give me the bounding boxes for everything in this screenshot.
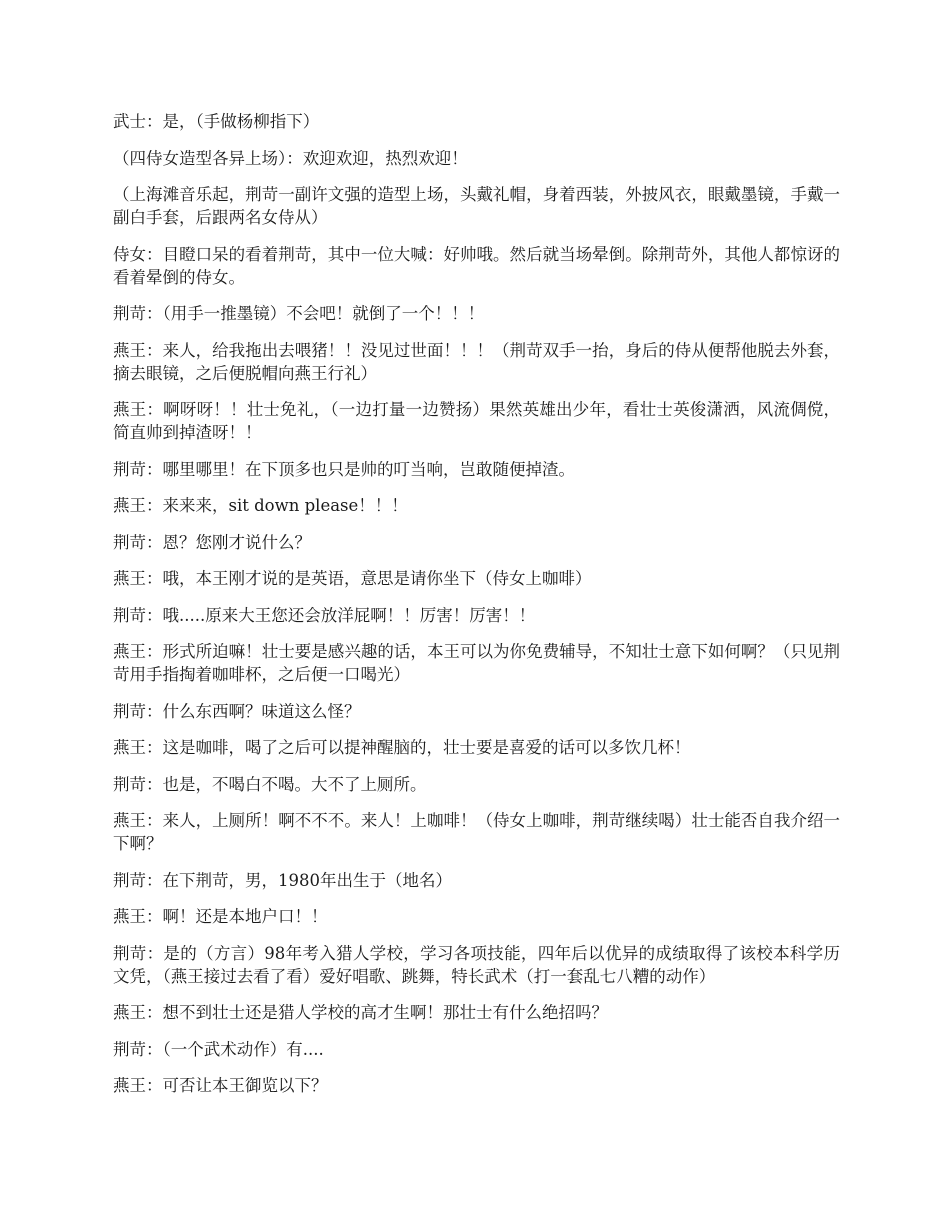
paragraph: 燕王：可否让本王御览以下？ [113,1076,328,1095]
document-body [113,110,840,1111]
paragraph: 燕王：来来来，sit down please！！！ [113,496,408,515]
paragraph: 燕王：想不到壮士还是猎人学校的高才生啊！那壮士有什么绝招吗？ [113,1003,608,1022]
paragraph: 荆苛：也是，不喝白不喝。大不了上厕所。 [113,774,427,794]
paragraph: 荆苛：恩？您刚才说什么？ [113,532,311,552]
paragraph: 燕王：这是咖啡，喝了之后可以提神醒脑的，壮士要是喜爱的话可以多饮几杯！ [113,738,691,757]
paragraph: （上海滩音乐起，荆苛一副许文强的造型上场，头戴礼帽，身着西装，外披风衣，眼戴墨镜，手戴一副白手套，后跟两名女侍从） [113,185,840,227]
paragraph: 燕王：啊！还是本地户口！！ [113,907,328,926]
paragraph: 燕王：哦，本王刚才说的是英语，意思是请你坐下（侍女上咖啡） [113,569,592,588]
paragraph: 燕王：来人，上厕所！啊不不不。来人！上咖啡！（侍女上咖啡，荆苛继续喝）壮士能否自我介绍一下啊？ [113,811,840,853]
paragraph: 侍女：目瞪口呆的看着荆苛，其中一位大喊：好帅哦。然后就当场晕倒。除荆苛外，其他人都惊讶的看着晕倒的侍女。 [113,244,840,287]
paragraph: （四侍女造型各异上场）：欢迎欢迎，热烈欢迎！ [113,148,468,168]
paragraph: 燕王：啊呀呀！！壮士免礼，（一边打量一边赞扬）果然英雄出少年，看壮士英俊潇洒，风流倜傥，简直帅到掉渣呀！！ [113,400,840,442]
paragraph: 荆苛：哪里哪里！在下顶多也只是帅的叮当响，岂敢随便掉渣。 [113,459,575,479]
paragraph: 燕王：来人，给我拖出去喂猪！！没见过世面！！！（荆苛双手一抬，身后的侍从便帮他脱去外套，摘去眼镜，之后便脱帽向燕王行礼） [113,340,840,383]
paragraph: 荆苛：哦.....原来大王您还会放洋屁啊！！厉害！厉害！！ [113,605,536,625]
paragraph: 武士：是，（手做杨柳指下） [113,112,320,131]
paragraph: 荆苛：（一个武术动作）有.... [113,1039,324,1059]
paragraph: 荆苛：是的（方言）98年考入猎人学校，学习各项技能，四年后以优异的成绩取得了该校本科学历文凭，（燕王接过去看了看）爱好唱歌、跳舞，特长武术（打一套乱七八糟的动作） [113,943,840,986]
paragraph: 燕王：形式所迫嘛！壮士要是感兴趣的话，本王可以为你免费辅导，不知壮士意下如何啊？（只见荆苛用手指掏着咖啡杯，之后便一口喝光） [113,642,840,684]
paragraph: 荆苛：什么东西啊？味道这么怪？ [113,701,361,721]
paragraph: 荆苛：在下荆苛，男，1980年出生于（地名） [113,870,452,890]
paragraph: 荆苛：（用手一推墨镜）不会吧！就倒了一个！！！ [113,304,485,323]
